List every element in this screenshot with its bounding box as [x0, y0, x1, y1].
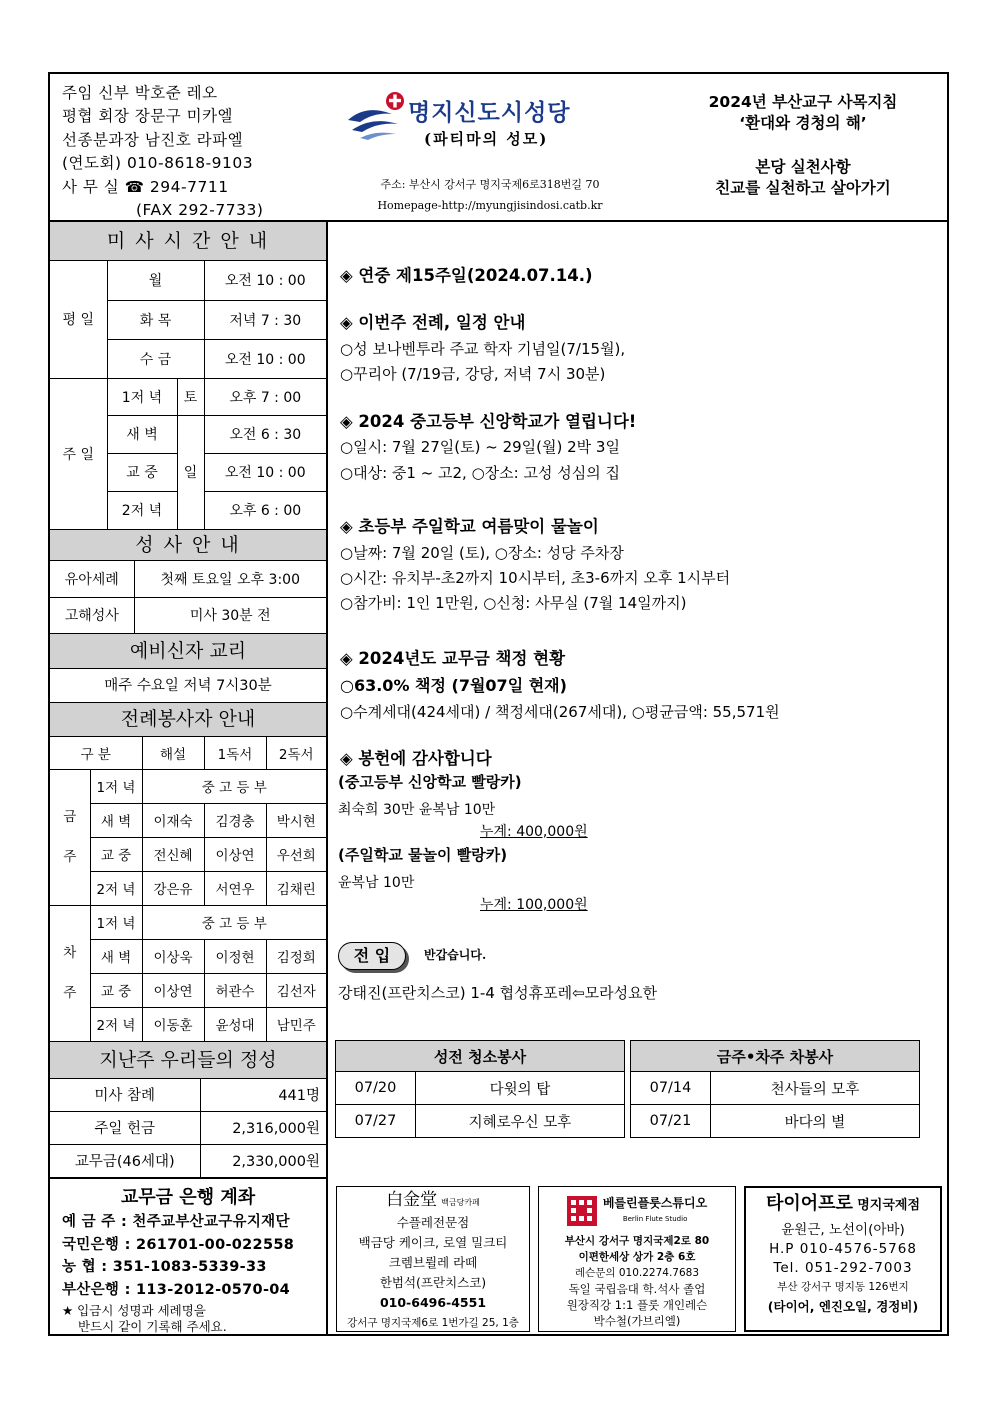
bank-info: [50, 1177, 326, 1335]
bank-line: 부산은행 : 113-2012-0570-04: [62, 1281, 291, 1298]
schedule-item: ○성 보나벤투라 주교 학자 기념일(7/15월),: [340, 340, 626, 358]
mass-sub: 일: [177, 415, 204, 529]
parish-name: 명지신도시성당: [408, 100, 571, 126]
mass-time: 오전 10 : 00: [204, 453, 326, 491]
schedule-title: ◈ 이번주 전례, 일정 안내: [340, 313, 526, 332]
cleaning-team: 지혜로우신 모후: [416, 1105, 625, 1138]
servers-header: 2독서: [266, 737, 326, 769]
bakery-address: 강서구 명지국제6로 1번가길 25, 1층: [347, 1317, 519, 1329]
sunday-title: ◈ 연중 제15주일(2024.07.14.): [340, 266, 593, 285]
sacrament-title: 성 사 안 내: [50, 529, 326, 561]
bakery-line: 백금당 케이크, 로열 밀크티: [358, 1235, 508, 1250]
bank-line: 농 협 : 351-1083-5339-33: [62, 1259, 267, 1275]
flute-line: 독일 국립음대 학.석사 졸업: [568, 1282, 706, 1296]
flute-line: 이편한세상 상가 2층 6호: [578, 1251, 696, 1263]
parking-title: 금주•차주 차봉사: [631, 1041, 920, 1072]
server-name: 서연우: [204, 871, 266, 905]
mass-day: 1저 녁: [107, 378, 177, 415]
mass-day: 교 중: [107, 453, 177, 491]
server-mass: 교 중: [90, 837, 142, 871]
sunday-label: 주 일: [50, 378, 107, 529]
retreat-item: ○대상: 중1 ~ 고2, ○장소: 고성 성심의 집: [340, 464, 620, 482]
mass-sub: 토: [177, 378, 204, 415]
server-name: 박시현: [266, 803, 326, 837]
offering-value: 2,316,000원: [200, 1111, 326, 1144]
schedule-item: ○꾸리아 (7/19금, 강당, 저녁 7시 30분): [340, 365, 606, 383]
transfer-line: 강태진(프란치스코) 1-4 협성휴포레⇦모라성요한: [338, 984, 658, 1002]
server-mass: 교 중: [90, 973, 142, 1007]
thanks-total: 누계: 400,000원: [480, 824, 588, 840]
server-name: 윤성대: [204, 1007, 266, 1041]
dues-item: ○수계세대(424세대) / 책정세대(267세대), ○평균금액: 55,571원: [340, 703, 780, 721]
flute-studio-logo-icon: [567, 1196, 597, 1226]
bank-note: 반드시 같이 기록해 주세요.: [78, 1319, 227, 1334]
server-name: 전신혜: [142, 837, 204, 871]
servers-header: 1독서: [204, 737, 266, 769]
flute-name: 베를린플룻스튜디오: [602, 1196, 708, 1210]
server-group: 중 고 등 부: [142, 769, 326, 803]
offering-value: 441명: [200, 1079, 326, 1111]
header: [50, 74, 947, 222]
offering-label: 미사 참례: [50, 1079, 200, 1111]
cleaning-date: 07/27: [336, 1105, 416, 1138]
server-name: 이재숙: [142, 803, 204, 837]
sacrament-value: 첫째 토요일 오후 3:00: [134, 561, 326, 597]
server-name: 이상연: [204, 837, 266, 871]
parking-date: 07/14: [631, 1072, 711, 1105]
sacrament-label: 유아세례: [50, 561, 134, 597]
server-name: 김정희: [266, 939, 326, 973]
dues-item: ○63.0% 책정 (7월07일 현재): [340, 676, 567, 695]
diocese-motto: [668, 92, 938, 199]
cleaning-date: 07/20: [336, 1072, 416, 1105]
tire-line: 부산 강서구 명지동 126번지: [777, 1281, 909, 1293]
mass-day: 화 목: [107, 300, 204, 339]
server-name: 우선희: [266, 837, 326, 871]
flute-small: Berlin Flute Studio: [622, 1215, 688, 1223]
mass-day: 2저 녁: [107, 491, 177, 529]
server-group: 중 고 등 부: [142, 905, 326, 939]
staff-line: 사 무 실 ☎ 294-7711: [62, 177, 229, 196]
water-play-item: ○날짜: 7월 20일 (토), ○장소: 성당 주차장: [340, 544, 624, 562]
thanks-names: 최숙희 30만 윤복남 10만: [338, 802, 496, 818]
ad-bakery: [336, 1186, 530, 1332]
tire-line: (타이어, 엔진오일, 경정비): [767, 1299, 919, 1314]
staff-info: [62, 82, 263, 222]
mass-time: 오전 6 : 30: [204, 415, 326, 453]
address-block: [340, 174, 640, 216]
water-play-item: ○참가비: 1인 1만원, ○신청: 사무실 (7월 14일까지): [340, 594, 687, 612]
bank-line: 국민은행 : 261701-00-022558: [62, 1236, 295, 1253]
servers-header: 구 분: [50, 737, 142, 769]
retreat-title: ◈ 2024 중고등부 신앙학교가 열립니다!: [340, 412, 637, 431]
servers-table: [50, 737, 326, 1041]
church-logo-icon: [346, 90, 408, 142]
bank-line: 예 금 주 : 천주교부산교구유지재단: [62, 1214, 290, 1230]
mass-schedule-title: 미 사 시 간 안 내: [50, 222, 326, 261]
sacrament-label: 고해성사: [50, 597, 134, 633]
server-name: 남민주: [266, 1007, 326, 1041]
staff-line: (연도회) 010-8618-9103: [62, 154, 254, 173]
staff-line: (FAX 292-7733): [136, 201, 264, 220]
mass-time: 저녁 7 : 30: [204, 300, 326, 339]
bakery-line: 크렘브륄레 라떼: [388, 1255, 478, 1270]
sacrament-table: [50, 561, 326, 633]
motto-line: ‘환대와 경청의 해’: [739, 114, 867, 132]
weekday-label: 평 일: [50, 261, 107, 378]
cleaning-table: [335, 1040, 625, 1138]
flute-line: 레슨문의 010.2274.7683: [574, 1267, 700, 1279]
mass-time: 오전 10 : 00: [204, 339, 326, 378]
this-week-label: 금 주: [50, 769, 90, 905]
mass-time: 오전 10 : 00: [204, 261, 326, 300]
offering-table: [50, 1079, 326, 1177]
tire-line: 윤원근, 노선이(아바): [781, 1222, 905, 1238]
flute-line: 부산시 강서구 명지국제2로 80: [564, 1235, 710, 1247]
ad-tire: [744, 1186, 942, 1332]
server-name: 이상욱: [142, 939, 204, 973]
servers-header: 해설: [142, 737, 204, 769]
bank-title: 교무금 은행 계좌: [120, 1187, 256, 1208]
server-name: 이정현: [204, 939, 266, 973]
flute-line: 박수철(가브리엘): [593, 1314, 681, 1328]
server-name: 이동훈: [142, 1007, 204, 1041]
parish-subtitle: (파티마의 성모): [424, 130, 549, 148]
transfer-badge: 전 입: [338, 942, 406, 970]
thanks-total: 누계: 100,000원: [480, 897, 588, 913]
bank-note: ★ 입금시 성명과 세례명을: [62, 1303, 206, 1318]
bakery-phone: 010-6496-4551: [379, 1295, 487, 1310]
offering-title: 지난주 우리들의 정성: [50, 1041, 326, 1079]
parking-team: 바다의 별: [711, 1105, 920, 1138]
tire-branch: 명지국제점: [857, 1198, 921, 1213]
mass-time: 오후 6 : 00: [204, 491, 326, 529]
tire-name: 타이어프로: [765, 1193, 853, 1214]
offering-label: 교무금(46세대): [50, 1144, 200, 1177]
thanks-title: ◈ 봉헌에 감사합니다: [340, 749, 492, 768]
servers-title: 전례봉사자 안내: [50, 703, 326, 737]
dues-title: ◈ 2024년도 교무금 책정 현황: [340, 649, 566, 668]
server-mass: 2저 녁: [90, 871, 142, 905]
bakery-name: 白金堂: [386, 1190, 438, 1210]
server-mass: 새 벽: [90, 939, 142, 973]
practice-line: 친교를 실천하고 살아가기: [715, 179, 891, 197]
staff-line: 선종분과장 남진호 라파엘: [62, 130, 244, 149]
flute-line: 원장직강 1:1 플룻 개인레슨: [566, 1298, 708, 1312]
cleaning-team: 다윗의 탑: [416, 1072, 625, 1105]
tire-line: Tel. 051-292-7003: [773, 1260, 913, 1276]
parking-date: 07/21: [631, 1105, 711, 1138]
staff-line: 평협 회장 장문구 미카엘: [62, 107, 234, 126]
server-name: 김경충: [204, 803, 266, 837]
mass-day: 월: [107, 261, 204, 300]
offering-value: 2,330,000원: [200, 1144, 326, 1177]
next-week-label: 차 주: [50, 905, 90, 1041]
thanks-group: (중고등부 신앙학교 빨랑카): [338, 773, 522, 791]
retreat-item: ○일시: 7월 27일(토) ~ 29일(월) 2박 3일: [340, 438, 620, 456]
server-mass: 2저 녁: [90, 1007, 142, 1041]
cleaning-title: 성전 청소봉사: [336, 1041, 625, 1072]
practice-line: 본당 실천사항: [755, 158, 851, 176]
server-name: 김채린: [266, 871, 326, 905]
tire-line: H.P 010-4576-5768: [769, 1241, 917, 1257]
server-name: 허관수: [204, 973, 266, 1007]
thanks-group: (주일학교 물놀이 빨랑카): [338, 846, 508, 864]
offering-label: 주일 헌금: [50, 1111, 200, 1144]
mass-day: 수 금: [107, 339, 204, 378]
server-mass: 새 벽: [90, 803, 142, 837]
left-column: [50, 222, 328, 1336]
parking-table: [630, 1040, 920, 1138]
thanks-names: 윤복남 10만: [338, 875, 415, 891]
mass-time: 오후 7 : 00: [204, 378, 326, 415]
staff-line: 주임 신부 박호준 레오: [62, 84, 218, 102]
motto-line: 2024년 부산교구 사목지침: [708, 93, 898, 111]
sacrament-value: 미사 30분 전: [134, 597, 326, 633]
ad-flute: [538, 1186, 736, 1332]
homepage-link[interactable]: Homepage-http://myungjisindosi.catb.kr: [377, 199, 603, 212]
server-mass: 1저 녁: [90, 905, 142, 939]
mass-schedule-table: [50, 261, 326, 529]
server-name: 이상연: [142, 973, 204, 1007]
water-play-item: ○시간: 유치부-초2까지 10시부터, 초3-6까지 오후 1시부터: [340, 569, 731, 587]
bakery-line: 한범석(프란치스코): [379, 1275, 487, 1290]
bakery-small: 백금당카페: [441, 1198, 480, 1207]
transfer-welcome: 반갑습니다.: [424, 948, 487, 962]
server-mass: 1저 녁: [90, 769, 142, 803]
catechumen-time: 매주 수요일 저녁 7시30분: [50, 669, 326, 703]
mass-day: 새 벽: [107, 415, 177, 453]
server-name: 강은유: [142, 871, 204, 905]
address: 주소: 부산시 강서구 명지국제6로318번길 70: [380, 178, 600, 191]
server-name: 김선자: [266, 973, 326, 1007]
bakery-line: 수플레전문점: [396, 1215, 470, 1230]
bulletin-page: [48, 72, 949, 1336]
water-play-title: ◈ 초등부 주일학교 여름맞이 물놀이: [340, 517, 599, 536]
catechumen-title: 예비신자 교리: [50, 633, 326, 669]
parking-team: 천사들의 모후: [711, 1072, 920, 1105]
parish-logo: [346, 84, 636, 154]
